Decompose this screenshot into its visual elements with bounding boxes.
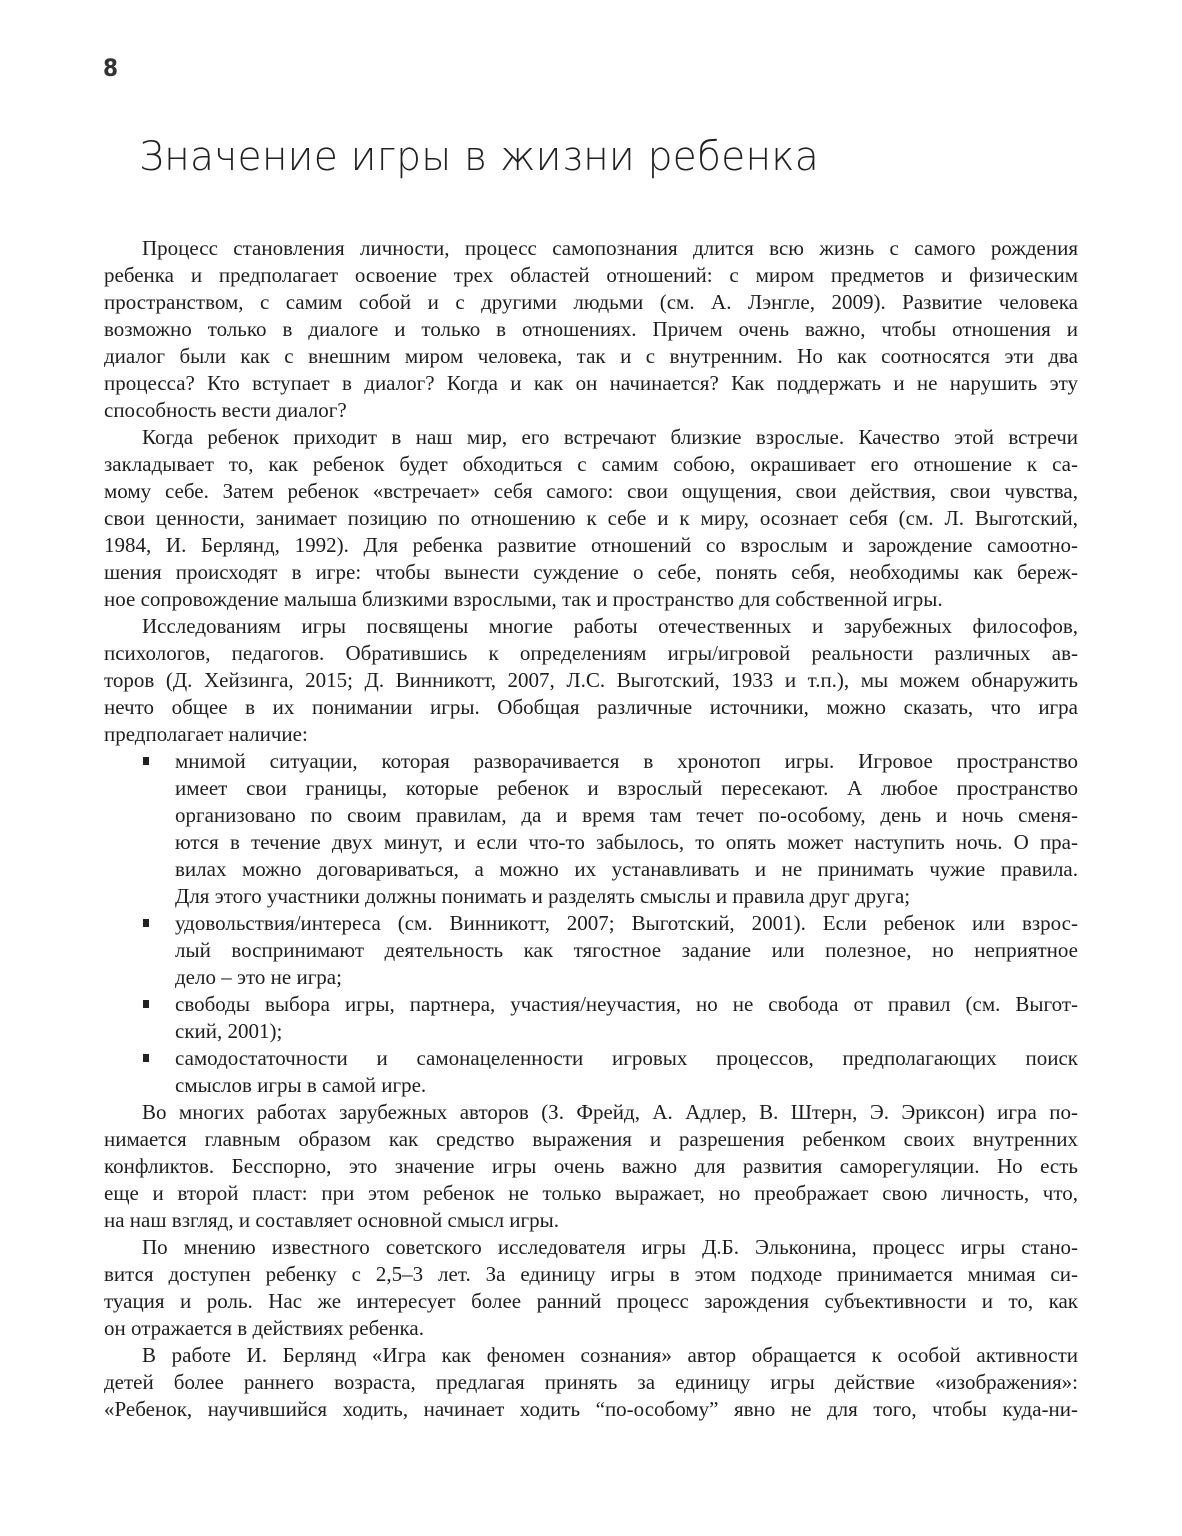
text-line: способность вести диалог? <box>104 398 347 422</box>
text-line: детей более раннего возраста, предлагая принять за единицу игры действие «изображения»: <box>104 1370 1078 1394</box>
text-line: мому себе. Затем ребенок «встречает» себя самого: свои ощущения, свои действия, свои чувства, <box>104 479 1078 503</box>
paragraph <box>104 1234 1078 1342</box>
text-line: вится доступен ребенку с 2,5–3 лет. За единицу игры в этом подходе принимается мнимая си- <box>104 1262 1078 1286</box>
text-line: ное сопровождение малыша близкими взрослыми, так и пространство для собственной игры. <box>104 587 943 611</box>
text-line: закладывает то, как ребенок будет обходиться с самим собою, окрашивает его отношение к са- <box>104 452 1078 476</box>
text-line: еще и второй пласт: при этом ребенок не только выражает, но преображает свою личность, что, <box>104 1181 1078 1205</box>
page-title: Значение игры в жизни ребенка <box>139 134 819 180</box>
paragraph <box>104 1342 1078 1423</box>
text-line: В работе И. Берлянд «Игра как феномен сознания» автор обращается к особой активности <box>142 1343 1078 1367</box>
text-line: мнимой ситуации, которая разворачивается в хронотоп игры. Игровое пространство <box>175 749 1078 773</box>
text-line: возможно только в диалоге и только в отношениях. Причем очень важно, чтобы отношения и <box>104 317 1078 341</box>
text-line: он отражается в действиях ребенка. <box>104 1316 424 1340</box>
text-line: предполагает наличие: <box>104 722 308 746</box>
square-bullet-icon <box>143 1054 149 1062</box>
text-line: конфликтов. Бесспорно, это значение игры очень важно для развития саморегуляции. Но есть <box>104 1154 1078 1178</box>
square-bullet-icon <box>143 757 149 765</box>
text-line: нечто общее в их понимании игры. Обобщая различные источники, можно сказать, что игра <box>104 695 1078 719</box>
body-text <box>104 235 1078 1423</box>
text-line: «Ребенок, научившийся ходить, начинает ходить “по-особому” явно не для того, чтобы куда-ни- <box>104 1397 1078 1421</box>
paragraph <box>104 235 1078 424</box>
text-line: имеет свои границы, которые ребенок и взрослый пересекают. А любое пространство <box>175 776 1078 800</box>
text-line: дело – это не игра; <box>175 965 342 989</box>
text-line: шения происходят в игре: чтобы вынести суждение о себе, понять себя, необходимы как береж- <box>104 560 1078 584</box>
text-line: Когда ребенок приходит в наш мир, его встречают близкие взрослые. Качество этой встречи <box>142 425 1078 449</box>
text-line: психологов, педагогов. Обратившись к определениям игры/игровой реальности различных ав- <box>104 641 1078 665</box>
text-line: Для этого участники должны понимать и разделять смыслы и правила друг друга; <box>175 884 911 908</box>
text-line: нимается главным образом как средство выражения и разрешения ребенком своих внутренних <box>104 1127 1078 1151</box>
text-line: туация и роль. Нас же интересует более ранний процесс зарождения субъективности и то, как <box>104 1289 1078 1313</box>
text-line: торов (Д. Хейзинга, 2015; Д. Винникотт, 2007, Л.С. Выготский, 1933 и т.п.), мы можем обнаружить <box>104 668 1078 692</box>
text-line: пространством, с самим собой и с другими людьми (см. А. Лэнгле, 2009). Развитие человека <box>104 290 1078 314</box>
text-line: лый воспринимают деятельность как тягостное задание или полезное, но неприятное <box>175 938 1078 962</box>
text-line: процесса? Кто вступает в диалог? Когда и как он начинается? Как поддержать и не нарушить эту <box>104 371 1078 395</box>
page-number: 8 <box>103 54 119 82</box>
text-line: удовольствия/интереса (см. Винникотт, 2007; Выготский, 2001). Если ребенок или взрос- <box>175 911 1078 935</box>
square-bullet-icon <box>143 919 149 927</box>
text-line: самодостаточности и самонацеленности игровых процессов, предполагающих поиск <box>175 1046 1078 1070</box>
text-line: организовано по своим правилам, да и время там течет по-особому, день и ночь сменя- <box>175 803 1078 827</box>
paragraph <box>104 1099 1078 1234</box>
list-item <box>104 1045 1078 1099</box>
text-line: свои ценности, занимает позицию по отношению к себе и к миру, осознает себя (см. Л. Выготский, <box>104 506 1078 530</box>
list-item <box>104 991 1078 1045</box>
paragraph <box>104 613 1078 748</box>
list-item <box>104 910 1078 991</box>
text-line: вилах можно договариваться, а можно их устанавливать и не принимать чужие правила. <box>175 857 1078 881</box>
text-line: ются в течение двух минут, и если что-то забылось, то опять может наступить ночь. О пра- <box>175 830 1078 854</box>
square-bullet-icon <box>143 1000 149 1008</box>
text-line: свободы выбора игры, партнера, участия/неучастия, но не свобода от правил (см. Выгот- <box>175 992 1078 1016</box>
text-line: Исследованиям игры посвящены многие работы отечественных и зарубежных философов, <box>142 614 1078 638</box>
text-line: диалог были как с внешним миром человека, так и с внутренним. Но как соотносятся эти два <box>104 344 1078 368</box>
text-line: Процесс становления личности, процесс самопознания длится всю жизнь с самого рождения <box>142 236 1078 260</box>
text-line: 1984, И. Берлянд, 1992). Для ребенка развитие отношений со взрослым и зарождение самоотно- <box>104 533 1078 557</box>
text-line: ский, 2001); <box>175 1019 283 1043</box>
text-line: ребенка и предполагает освоение трех областей отношений: с миром предметов и физическим <box>104 263 1078 287</box>
paragraph <box>104 424 1078 613</box>
list-item <box>104 748 1078 910</box>
text-line: Во многих работах зарубежных авторов (З. Фрейд, А. Адлер, В. Штерн, Э. Эриксон) игра по- <box>142 1100 1078 1124</box>
text-line: смыслов игры в самой игре. <box>175 1073 427 1097</box>
text-line: По мнению известного советского исследователя игры Д.Б. Эльконина, процесс игры стано- <box>142 1235 1078 1259</box>
text-line: на наш взгляд, и составляет основной смысл игры. <box>104 1208 560 1232</box>
